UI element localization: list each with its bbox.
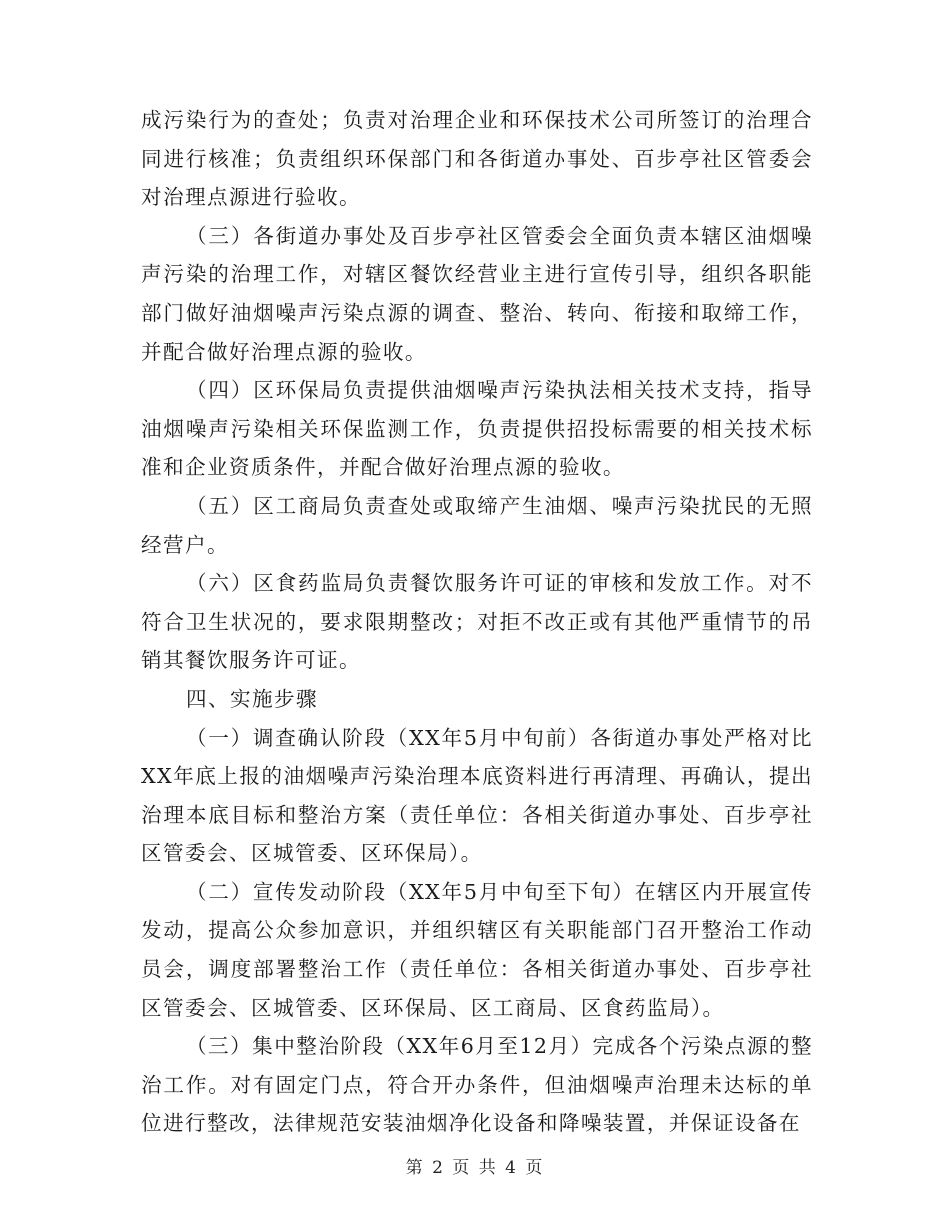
section-heading: 四、实施步骤 [186,686,318,711]
paragraph-3: （四）区环保局负责提供油烟噪声污染执法相关技术支持，指导油烟噪声污染相关环保监测工作，负责提供招投标需要的相关技术标准和企业资质条件，并配合做好治理点源的验收。 [141,378,813,480]
document-body [141,101,813,1143]
paragraph-5: （六）区食药监局负责餐饮服务许可证的审核和发放工作。对不符合卫生状况的，要求限期整改；对拒不改正或有其他严重情节的吊销其餐饮服务许可证。 [141,571,813,673]
paragraph-2: （三）各街道办事处及百步亭社区管委会全面负责本辖区油烟噪声污染的治理工作，对辖区餐饮经营业主进行宣传引导，组织各职能部门做好油烟噪声污染点源的调查、整治、转向、衔接和取缔工作，并配合做好治理点源的验收。 [141,223,813,364]
page-footer: 第 2 页 共 4 页 [405,1158,545,1178]
paragraph-8: （三）集中整治阶段（XX年6月至12月）完成各个污染点源的整治工作。对有固定门点，符合开办条件，但油烟噪声治理未达标的单位进行整改，法律规范安装油烟净化设备和降噪装置，并保证设备在 [141,1034,813,1136]
paragraph-1: 成污染行为的查处；负责对治理企业和环保技术公司所签订的治理合同进行核准；负责组织环保部门和各街道办事处、百步亭社区管委会对治理点源进行验收。 [141,108,813,210]
paragraph-6: （一）调查确认阶段（XX年5月中旬前）各街道办事处严格对比XX年底上报的油烟噪声污染治理本底资料进行再清理、再确认，提出治理本底目标和整治方案（责任单位：各相关街道办事处、百步亭社区管委会、区城管委、区环保局）。 [141,725,813,866]
paragraph-4: （五）区工商局负责查处或取缔产生油烟、噪声污染扰民的无照经营户。 [141,493,813,557]
paragraph-7: （二）宣传发动阶段（XX年5月中旬至下旬）在辖区内开展宣传发动，提高公众参加意识，并组织辖区有关职能部门召开整治工作动员会，调度部署整治工作（责任单位：各相关街道办事处、百步亭社区管委会、区城管委、区环保局、区工商局、区食药监局）。 [141,879,813,1020]
